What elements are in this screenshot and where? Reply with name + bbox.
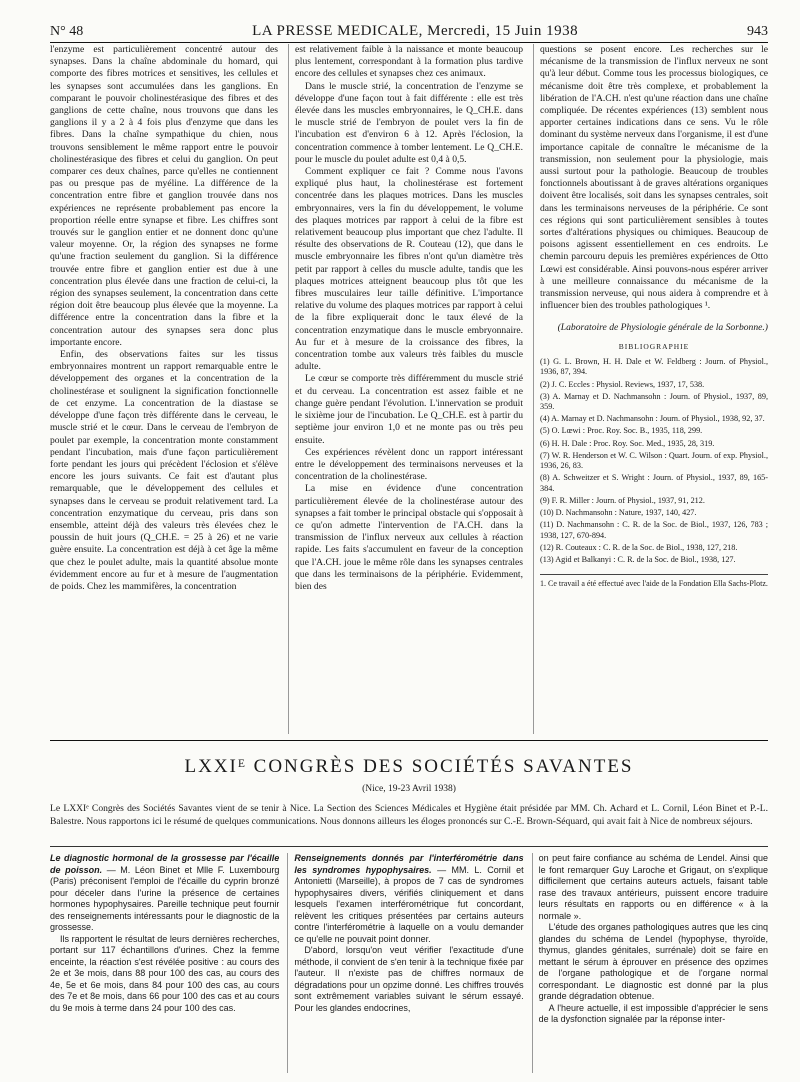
bib-entry: (8) A. Schweitzer et S. Wright : Journ. of Physiol., 1937, 89, 165-384. [540, 473, 768, 493]
bib-entry: (2) J. C. Eccles : Physiol. Reviews, 1937, 17, 538. [540, 379, 705, 389]
page-header [50, 18, 768, 43]
column-3 [533, 44, 768, 734]
paragraph: D'abord, lorsqu'on veut vérifier l'exactitude d'une méthode, il convient de s'en tenir à la technique fixée par l'auteur. Il n'existe pas de chiffres normaux de dégradations pour un opzime donné. Les chiffres trouvés sont extrêmement variables suivant le sérum essayé. Pour les glandes endocrines, [294, 945, 524, 1013]
paragraph: Ils rapportent le résultat de leurs dernières recherches, portant sur 117 échantillons d'urines. Chez la femme enceinte, la réaction s'est révélée positive : au cours des 2e et 3e mois, dans 88 pour 100 des cas, au cours des 4e, 5e et 6e mois, dans 84 pour 100 des cas, au cours des 7e et 8e mois, dans 66 pour 100 des cas et au cours du 9e mois à terme dans 24 pour 100 des cas. [50, 933, 280, 1013]
issue-number: N° 48 [50, 24, 84, 39]
bottom-columns [50, 853, 768, 1073]
column-1 [50, 44, 278, 734]
section-divider [50, 740, 768, 741]
article-2-title: Renseignements donnés par l'interférométrie dans les syndromes hypophysaires. [294, 853, 524, 875]
top-columns [50, 44, 768, 734]
paragraph: est relativement faible à la naissance et monte beaucoup plus lentement, correspondant à la formation plus tardive encore des cellules et synapses chez ces animaux. [295, 44, 523, 80]
bib-entry: (1) G. L. Brown, H. H. Dale et W. Feldberg : Journ. of Physiol., 1936, 87, 394. [540, 356, 768, 377]
bib-entry: (7) W. R. Henderson et W. C. Wilson : Quart. Journ. of exp. Physiol., 1936, 26, 83. [540, 450, 768, 471]
paragraph: Dans le muscle strié, la concentration de l'enzyme se développe d'une façon tout à fait différente : elle est très élevée dans les muscles embryonnaires, le Q_CH.E. dans le muscle strié de l'embryon de poulet vers la fin de l'incubation est d'environ 6 à 12. Après l'éclosion, la concentration commence à tomber lentement. Le Q_CH.E. pour le muscle du poulet adulte est 0,4 à 0,5. [295, 80, 523, 165]
paragraph: l'enzyme est particulièrement concentré autour des synapses. Dans la chaîne abdominale du homard, qui comporte des fibres motrices et sensitives, les cellules et les synapses sont accumulées dans les ganglions. En comparant le pouvoir cholinestérasique des fibres et des ganglions de cette chaîne, nous trouvons que dans les ganglions il y a 2 à 4 fois plus d'enzyme que dans les fibres. Dans la chaîne sympathique du chien, nous trouvons sensiblement le même rapport entre le pouvoir cholinestérasique des fibres et celui du ganglion. On peut comparer ces deux chaînes, parce qu'elles ne contiennent pas ou presque pas de myéline. La différence de la concentration entre fibre et ganglion trouvée dans nos expériences ne représente probablement pas encore la proportion réelle entre synapse et fibre. Les chiffres sont trouvés sur le ganglion entier et ne donnent donc qu'une valeur moyenne. Or, la région des synapses ne forme qu'une fraction seulement du ganglion. Si la différence trouvée entre fibre et ganglion entier est due à une concentration plus élevée dans une fraction de celui-ci, la région des synapses seulement, la concentration dans cette région doit être beaucoup plus élevée que la moyenne. La différence entre la concentration dans la fibre et la concentration autour des synapses sera donc plus importante encore. [50, 44, 278, 348]
article-3 [532, 853, 768, 1073]
laboratory-credit: (Laboratoire de Physiologie générale de la Sorbonne.) [557, 322, 768, 334]
article-1-text: — M. Léon Binet et Mlle F. Luxembourg (Paris) préconisent l'emploi de l'écaille du cyprin bronzé pour déceler dans l'urine la présence de certaines hormones hypophysaires. Pareille technique peut fournir des renseignements intéressants pour le diagnostic de la grossesse. [50, 864, 280, 932]
bib-entry: (11) D. Nachmansohn : C. R. de la Soc. de Biol., 1937, 126, 783 ; 1938, 127, 670-894. [540, 520, 768, 540]
column-2 [288, 44, 523, 734]
paragraph: Comment expliquer ce fait ? Comme nous l'avons expliqué plus haut, la cholinestérase est fortement concentrée dans les plaques motrices. Dans les muscles embryonnaires, vers la fin du développement, le volume des plaques motrices par rapport à celui de la fibre est relativement beaucoup plus important que chez l'adulte. Il résulte des observations de R. Couteau (12), que dans le muscle embryonnaire les fibres n'ont qu'un diamètre très petit par rapport à celles du muscle adulte, tandis que les plaques motrices atteignent beaucoup plus tôt que les fibres musculaires leur taille définitive. L'importance relative du volume des plaques motrices par rapport à celui de la fibre expliquerait donc le taux élevé de la concentration enzymatique dans le muscle embryonnaire. Au fur et à mesure de la croissance des fibres, la concentration tombe aux valeurs très faibles du muscle adulte. [295, 166, 523, 373]
intro-divider [50, 846, 768, 847]
congress-subtitle: (Nice, 19-23 Avril 1938) [362, 784, 456, 794]
bibliography-list [540, 357, 768, 566]
article-2-lead [294, 853, 523, 945]
bib-entry: (3) A. Marnay et D. Nachmansohn : Journ. of Physiol., 1937, 89, 359. [540, 391, 768, 412]
bib-entry: (10) D. Nachmansohn : Nature, 1937, 140, 427. [540, 508, 697, 518]
bib-entry: (4) A. Marnay et D. Nachmansohn : Journ. of Physiol., 1938, 92, 37. [540, 414, 765, 424]
paragraph: Le cœur se comporte très différemment du muscle strié et du cerveau. La concentration est assez faible et ne change guère pendant l'évolution. L'innervation se produit le sixième jour de l'incubation. Le Q_CH.E. est à partir du septième jour environ 1,0 et ne monte pas ou très peu ensuite. [295, 373, 523, 446]
footnote: 1. Ce travail a été effectué avec l'aide de la Fondation Ella Sachs-Plotz. [540, 574, 768, 589]
paragraph: Enfin, des observations faites sur les tissus embryonnaires montrent un rapport remarquable entre le développement des organes et la concentration de la cholinestérase et soulignent la signification fonctionnelle de cet enzyme. La concentration de la diastase se développe d'une façon très différente dans le cerveau, le muscle strié et le cœur. Dans le cerveau de l'embryon de poulet par exemple, la concentration monte constamment pendant l'incubation, mais d'une façon particulièrement forte pendant les jours qui précèdent l'éclosion et s'élève encore les jours suivants. Ce fait est d'autant plus remarquable, que le développement des cellules et synapses dans le cerveau se produit relativement tard. La concentration enzymatique du cerveau, pris dans son ensemble, atteint déjà des valeurs très élevées chez le poussin de huit jours (Q_CH.E. = 25 à 26) et ne varie guère ensuite. La concentration est déjà à cet âge la même que chez le poulet adulte, mais la quantité absolue monte évidemment encore au fur et à mesure de l'augmentation de poids. Chez les mammifères, la concentration [50, 349, 278, 592]
congress-title: LXXIᴱ CONGRÈS DES SOCIÉTÉS SAVANTES [184, 756, 634, 777]
article-2-text: — MM. L. Cornil et Antonietti (Marseille), à propos de 7 cas de syndromes hypophysaires divers, vérifiés cliniquement et dans lesquels l'examen interférométrique fut concordant, relèvent les critiques présentées par certains auteurs contre l'interférométrie à laquelle on a voulu demander ce qu'elle ne pouvait point donner. [294, 864, 524, 944]
journal-title: LA PRESSE MEDICALE, Mercredi, 15 Juin 1938 [252, 23, 579, 39]
article-2 [287, 853, 523, 1073]
article-1 [50, 853, 279, 1073]
bib-entry: (13) Agid et Balkanyi : C. R. de la Soc. de Biol., 1938, 127. [540, 554, 736, 564]
paragraph: Ces expériences révèlent donc un rapport intéressant entre le développement des terminaisons nerveuses et la concentration de la cholinestérase. [295, 446, 523, 483]
bibliography-heading: BIBLIOGRAPHIE [618, 341, 690, 351]
paragraph: on peut faire confiance au schéma de Lendel. Ainsi que le font remarquer Guy Laroche et Grigaut, on s'explique difficilement que certains auteurs actuels, faisant table rase des travaux antérieurs, puissent encore traduire leurs résultats en rapports ou en différence « à la normale ». [538, 853, 768, 921]
bib-entry: (9) F. R. Miller : Journ. of Physiol., 1937, 91, 212. [540, 496, 705, 505]
paragraph: A l'heure actuelle, il est impossible d'apprécier le sens de la dysfonction signalée par la réponse inter- [538, 1002, 768, 1024]
article-1-title: Le diagnostic hormonal de la grossesse par l'écaille de poisson. [50, 853, 280, 875]
paragraph: L'étude des organes pathologiques autres que les cinq glandes du schéma de Lendel (hypophyse, thyroïde, thymus, glandes génitales, surrénale) doit se faire en mettant le sérum à éprouver en présence des opzimes de l'organe pathologique et de l'organe normal correspondant. Le diagnostic est donné par la plus grande dégradation obtenue. [538, 922, 768, 1001]
bib-entry: (12) R. Couteaux : C. R. de la Soc. de Biol., 1938, 127, 218. [540, 542, 738, 552]
bib-entry: (6) H. H. Dale : Proc. Roy. Soc. Med., 1935, 28, 319. [540, 438, 715, 448]
paragraph: La mise en évidence d'une concentration particulièrement élevée de la cholinestérase autour des synapses a fait tomber le principal obstacle qui s'opposait à ce qu'on admette l'intervention de l'A.CH. dans la transmission de l'influx nerveux aux cellules à réaction rapide. Les faits s'accumulent en faveur de la conception que l'A.CH. joue le même rôle dans les synapses centrales que dans les terminaisons de la périphérie. Evidemment, bien des [295, 483, 523, 592]
journal-page [50, 0, 768, 1082]
bib-entry: (5) O. Lœwi : Proc. Roy. Soc. B., 1935, 118, 299. [540, 426, 703, 436]
article-1-lead [50, 853, 279, 934]
page-number: 943 [747, 24, 768, 39]
congress-intro: Le LXXIᵉ Congrès des Sociétés Savantes vient de se tenir à Nice. La Section des Sciences Médicales et Hygiène était présidée par MM. Ch. Achard et L. Cornil, Léon Binet et P.-L. Balestre. Nous rapportons ici le résumé de quelques communications. Nous donnons ailleurs les éloges prononcés sur C.-E. Brown-Séquard, qui avait fait à Nice de nombreux séjours. [50, 803, 768, 827]
paragraph: questions se posent encore. Les recherches sur le mécanisme de la transmission de l'influx nerveux ne sont qu'à leur début. Comme tous les processus biologiques, ce mécanisme doit être très complexe, et probablement la libération de l'A.CH. n'est qu'une réaction dans une chaîne compliquée. De récentes expériences (13) semblent nous apporter certaines indications dans ce sens. Vu le rôle dominant du système nerveux dans l'organisme, il est d'une importance capitale de connaître le mécanisme de la transmission, non seulement pour la physiologie, mais aussi surtout pour la pathologie. Beaucoup de troubles fonctionnels aboutissant à de graves altérations organiques doivent être localisés, soit dans les synapses centrales, soit dans les terminaisons nerveuses de la périphérie. Ce sont ces régions qui sont particulièrement sensibles à toutes sortes d'altérations physiques ou chimiques. Beaucoup de poisons agissent essentiellement en ces endroits. Le chemin parcouru depuis les premières expériences de Otto Lœwi est considérable. Ainsi pouvons-nous espérer arriver à une meilleure connaissance du mécanisme de la transmission nerveuse, qui nous aidera à comprendre et à influencer bien des troubles pathologiques ¹. [540, 44, 768, 312]
